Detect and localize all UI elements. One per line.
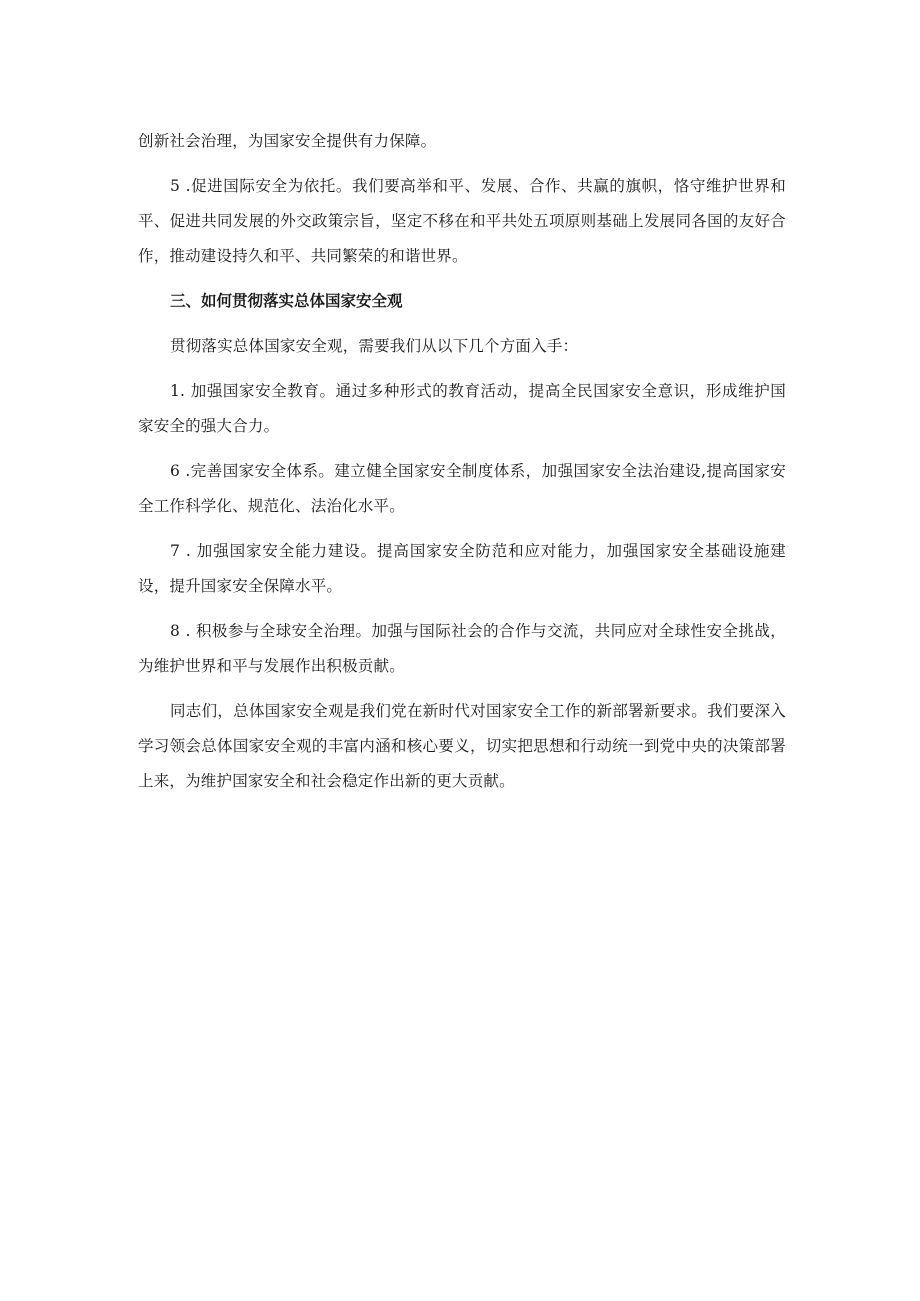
paragraph-item-global-governance: 8 . 积极参与全球安全治理。加强与国际社会的合作与交流，共同应对全球性安全挑战，为维护世界和平与发展作出积极贡献。 (138, 622, 786, 675)
paragraph-item-education: 1. 加强国家安全教育。通过多种形式的教育活动，提高全民国家安全意识，形成维护国家安全的强大合力。 (138, 382, 786, 435)
paragraph-social-governance: 创新社会治理，为国家安全提供有力保障。 (138, 132, 437, 150)
paragraph-intro-aspects: 贯彻落实总体国家安全观，需要我们从以下几个方面入手： (170, 337, 579, 355)
paragraph-closing: 同志们，总体国家安全观是我们党在新时代对国家安全工作的新部署新要求。我们要深入学习领会总体国家安全观的丰富内涵和核心要义，切实把思想和行动统一到党中央的决策部署上来，为维护国家安全和社会稳定作出新的更大贡献。 (138, 702, 786, 790)
paragraph-international-security: 5 .促进国际安全为依托。我们要高举和平、发展、合作、共赢的旗帜，恪守维护世界和平、促进共同发展的外交政策宗旨，坚定不移在和平共处五项原则基础上发展同各国的友好合作，推动建设持久和平、共同繁荣的和谐世界。 (138, 177, 786, 265)
paragraph-item-capability: 7 . 加强国家安全能力建设。提高国家安全防范和应对能力，加强国家安全基础设施建设，提升国家安全保障水平。 (138, 542, 786, 595)
section-heading-implementation: 三、如何贯彻落实总体国家安全观 (170, 292, 403, 310)
document-body (138, 124, 786, 809)
paragraph-item-system: 6 .完善国家安全体系。建立健全国家安全制度体系，加强国家安全法治建设,提高国家安全工作科学化、规范化、法治化水平。 (138, 462, 786, 515)
